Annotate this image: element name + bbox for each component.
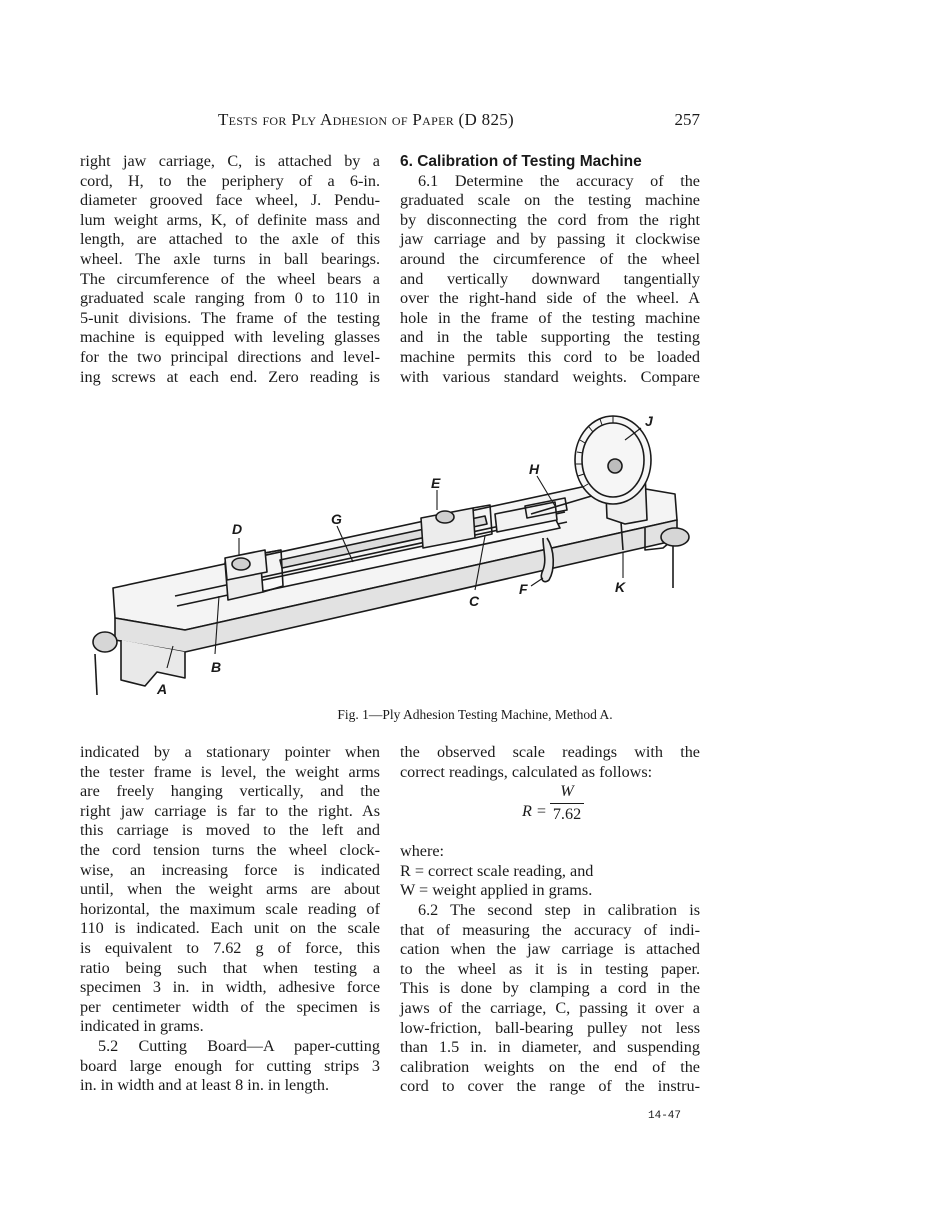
text-line: are freely hanging vertically, and the <box>80 782 380 801</box>
top-left-column <box>80 152 380 387</box>
equation-denominator: 7.62 <box>552 804 582 823</box>
text-line: that of measuring the accuracy of indi- <box>400 920 700 939</box>
text-line: and vertically downward tangentially <box>400 269 700 288</box>
text-line: graduated scale on the testing machine <box>400 191 700 210</box>
where-label: where: <box>400 842 445 861</box>
text-line: ratio being such that when testing a <box>80 958 380 977</box>
text-line: ing screws at each end. Zero reading is <box>80 367 380 386</box>
label-f: F <box>519 581 528 597</box>
label-c: C <box>469 593 480 609</box>
section-heading: 6. Calibration of Testing Machine <box>400 153 642 170</box>
text-line: 5-unit divisions. The frame of the testing <box>80 308 380 327</box>
text-line: indicated by a stationary pointer when <box>80 743 380 761</box>
text-line: diameter grooved face wheel, J. Pendu- <box>80 191 380 210</box>
text-line: jaw carriage and by passing it clockwise <box>400 230 700 249</box>
text-line: length, are attached to the axle of this <box>80 230 380 249</box>
text-line: machine is equipped with leveling glasses <box>80 328 380 347</box>
text-line: is equivalent to 7.62 g of force, this <box>80 938 380 957</box>
definition-line: R = correct scale reading, and <box>400 861 594 880</box>
left-leveling-screw <box>93 632 117 652</box>
text-line: 110 is indicated. Each unit on the scale <box>80 919 380 938</box>
text-line: the observed scale readings with the <box>400 743 700 761</box>
label-j: J <box>645 413 653 429</box>
label-d: D <box>232 521 243 537</box>
label-h: H <box>529 461 540 477</box>
text-line: with various standard weights. Compare <box>400 367 700 386</box>
text-line: horizontal, the maximum scale reading of <box>80 899 380 918</box>
text-line: this carriage is moved to the left and <box>80 821 380 840</box>
text-line: graduated scale ranging from 0 to 110 in <box>80 289 380 308</box>
text-line: hole in the frame of the testing machine <box>400 308 700 327</box>
text-line: The circumference of the wheel bears a <box>80 269 380 288</box>
machine-drawing <box>85 410 700 700</box>
text-line: per centimeter width of the specimen is <box>80 997 380 1016</box>
text-line: jaws of the carriage, C, passing it over a <box>400 998 700 1017</box>
definition-line: W = weight applied in grams. <box>400 881 593 900</box>
equation <box>400 782 700 842</box>
figure-caption: Fig. 1—Ply Adhesion Testing Machine, Method A. <box>337 707 613 722</box>
label-b: B <box>211 659 222 675</box>
bottom-right-column <box>400 743 700 1097</box>
text-line: right jaw carriage, C, is attached by a <box>80 152 380 170</box>
text-line: right jaw carriage is far to the right. As <box>80 801 380 820</box>
text-line: cation when the jaw carriage is attached <box>400 940 700 959</box>
text-line: cord, H, to the periphery of a 6-in. <box>80 171 380 190</box>
label-a: A <box>157 681 168 697</box>
text-line: 6.2 The second step in calibration is <box>418 900 700 919</box>
text-line: than 1.5 in. in diameter, and suspending <box>400 1038 700 1057</box>
page-code: 14-47 <box>648 1110 682 1122</box>
equation-fraction <box>550 782 584 824</box>
text-line: 5.2 Cutting Board—A paper-cutting <box>98 1036 380 1055</box>
text-line: This is done by clamping a cord in the <box>400 979 700 998</box>
text-line: to the wheel as it is in testing paper. <box>400 959 700 978</box>
text-line: 6.1 Determine the accuracy of the <box>418 171 700 190</box>
label-g: G <box>331 511 342 527</box>
text-line: wheel. The axle turns in ball bearings. <box>80 249 380 268</box>
text-line: indicated in grams. <box>80 1017 204 1036</box>
text-line: over the right-hand side of the wheel. A <box>400 289 700 308</box>
text-line: and in the table supporting the testing <box>400 328 700 347</box>
text-line: board large enough for cutting strips 3 <box>80 1056 380 1075</box>
bottom-left-column <box>80 743 380 1096</box>
text-line: the tester frame is level, the weight arms <box>80 762 380 781</box>
text-line: lum weight arms, K, of definite mass and <box>80 210 380 229</box>
text-line: for the two principal directions and level- <box>80 347 380 366</box>
fraction-bar <box>550 803 584 804</box>
running-head: Tests for Ply Adhesion of Paper (D 825) <box>218 110 515 129</box>
label-e: E <box>431 475 441 491</box>
right-leveling-screw <box>661 528 689 546</box>
label-k: K <box>615 579 626 595</box>
page-number: 257 <box>674 110 700 129</box>
text-line: wise, an increasing force is indicated <box>80 860 380 879</box>
text-line: by disconnecting the cord from the right <box>400 210 700 229</box>
text-line: around the circumference of the wheel <box>400 249 700 268</box>
text-line: in. in width and at least 8 in. in length. <box>80 1076 330 1095</box>
text-line: until, when the weight arms are about <box>80 880 380 899</box>
equation-numerator: W <box>560 782 574 801</box>
text-line: cord to cover the range of the instru- <box>400 1077 700 1096</box>
page-header <box>80 110 700 136</box>
text-line: low-friction, ball-bearing pulley not less <box>400 1018 700 1037</box>
text-line: machine permits this cord to be loaded <box>400 347 700 366</box>
text-line: calibration weights on the end of the <box>400 1057 700 1076</box>
equation-lhs: R = <box>522 802 547 821</box>
text-line: the cord tension turns the wheel clock- <box>80 840 380 859</box>
figure-ply-adhesion-machine <box>85 410 700 700</box>
top-right-column <box>400 152 700 387</box>
text-line: specimen 3 in. in width, adhesive force <box>80 978 380 997</box>
right-clamp-knob <box>436 511 454 523</box>
left-clamp-knob <box>232 558 250 570</box>
text-line: correct readings, calculated as follows: <box>400 762 653 781</box>
